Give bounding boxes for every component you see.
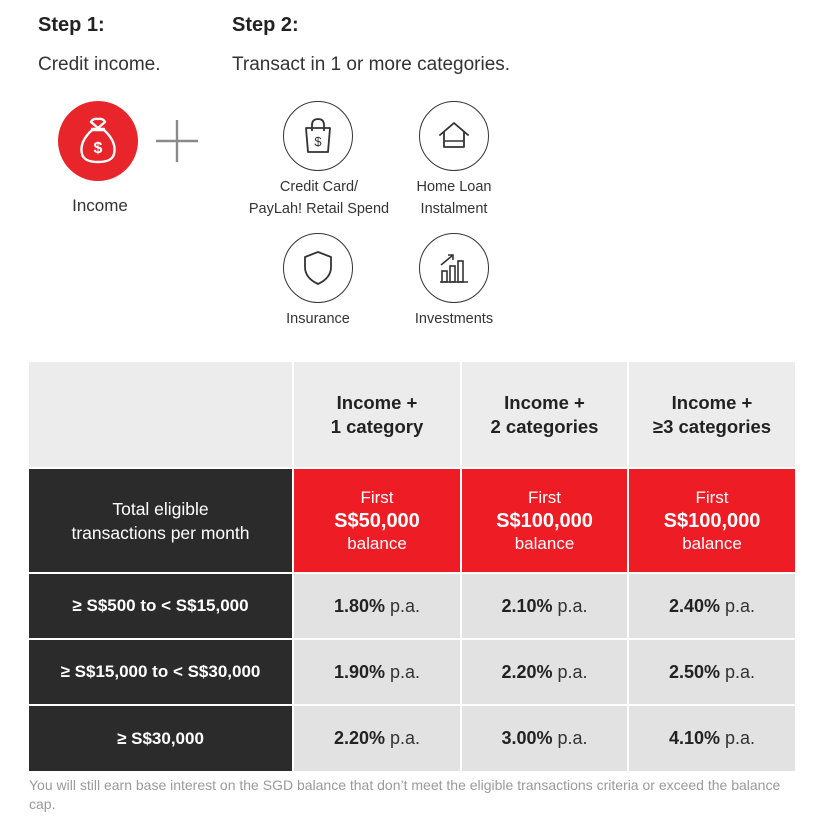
rate-cell xyxy=(294,574,460,638)
column-header-line: Income + xyxy=(336,391,418,413)
step-2-subtitle: Transact in 1 or more categories. xyxy=(232,54,511,75)
rate-percent: 2.50% xyxy=(668,661,720,682)
cap-bottom-text: balance xyxy=(347,533,407,553)
cap-amount: S$100,000 xyxy=(496,509,593,532)
house-icon xyxy=(437,121,471,151)
income-label: Income xyxy=(72,196,128,215)
rate-suffix: p.a. xyxy=(725,728,756,748)
table-corner-cell xyxy=(29,362,292,467)
svg-text:$: $ xyxy=(314,134,322,149)
category-label-credit-card xyxy=(236,176,402,220)
rate-cell xyxy=(629,640,795,704)
plus-icon xyxy=(154,118,200,164)
rate-cell xyxy=(462,574,627,638)
column-header-line: Income + xyxy=(671,391,753,413)
tier-row-label xyxy=(29,640,292,704)
rate-suffix: p.a. xyxy=(725,661,756,682)
home-loan-category-circle xyxy=(419,101,489,171)
rate-percent: 2.20% xyxy=(333,728,385,748)
rate-percent: 4.10% xyxy=(668,728,720,748)
money-bag-icon xyxy=(75,116,121,166)
cap-amount: S$50,000 xyxy=(334,509,420,532)
category-label-home-loan xyxy=(394,176,514,220)
rate-percent: 3.00% xyxy=(501,728,553,748)
cap-top-text: First xyxy=(360,487,394,507)
step-1-title: Step 1: xyxy=(38,14,105,36)
step-2-title: Step 2: xyxy=(232,14,299,36)
rate-cell xyxy=(294,706,460,771)
growth-chart-icon xyxy=(437,251,471,285)
rate-value xyxy=(334,662,420,683)
cap-top-text: First xyxy=(527,487,562,507)
column-header-3 xyxy=(629,362,795,467)
row-header-eligible-transactions xyxy=(29,469,292,572)
balance-cap-cell-1 xyxy=(294,469,460,572)
rate-percent: 2.20% xyxy=(501,661,553,682)
category-label-investments: Investments xyxy=(414,311,494,327)
cap-bottom-text: balance xyxy=(514,533,575,553)
rate-value xyxy=(501,728,587,749)
rate-suffix: p.a. xyxy=(557,595,588,616)
column-header-1 xyxy=(294,362,460,467)
rate-percent: 1.80% xyxy=(333,595,385,616)
rate-cell xyxy=(629,574,795,638)
column-header-line: ≥3 categories xyxy=(652,415,772,437)
cap-bottom-text: balance xyxy=(682,533,742,553)
tier-label-text: ≥ S$30,000 xyxy=(117,728,204,748)
rate-cell xyxy=(462,706,627,771)
footnote: You will still earn base interest on the SGD balance that don’t meet the eligible transactions criteria or exceed the balance cap. xyxy=(29,777,781,812)
insurance-category-circle xyxy=(283,233,353,303)
step-1-subtitle: Credit income. xyxy=(38,54,161,75)
rate-value xyxy=(501,662,587,683)
row-header-line: Total eligible xyxy=(112,498,209,519)
category-label-line: Instalment xyxy=(420,201,488,217)
shopping-bag-icon xyxy=(301,117,335,155)
cap-top-text: First xyxy=(695,487,729,507)
rate-value xyxy=(669,596,755,617)
rate-suffix: p.a. xyxy=(725,595,756,616)
rate-percent: 1.90% xyxy=(333,661,385,682)
category-label-line: Home Loan xyxy=(416,179,492,195)
rate-percent: 2.40% xyxy=(668,595,720,616)
rate-suffix: p.a. xyxy=(557,728,588,748)
column-header-line: Income + xyxy=(504,391,585,413)
rate-value xyxy=(334,596,420,617)
balance-cap-cell-2 xyxy=(462,469,627,572)
rate-suffix: p.a. xyxy=(390,661,421,682)
rate-cell xyxy=(462,640,627,704)
column-header-2 xyxy=(462,362,627,467)
column-header-line: 1 category xyxy=(330,415,424,437)
category-label-insurance: Insurance xyxy=(286,311,350,327)
column-header-line: 2 categories xyxy=(490,415,599,437)
category-label-line: Credit Card/ xyxy=(279,179,359,195)
tier-label-text: ≥ S$15,000 to < S$30,000 xyxy=(60,662,261,681)
svg-text:$: $ xyxy=(93,140,103,157)
rate-value xyxy=(334,728,420,749)
investments-category-circle xyxy=(419,233,489,303)
cap-amount: S$100,000 xyxy=(663,509,761,532)
interest-rate-table xyxy=(29,362,795,771)
rate-value xyxy=(669,728,755,749)
rate-suffix: p.a. xyxy=(390,728,421,748)
shield-icon xyxy=(302,250,334,286)
tier-row-label xyxy=(29,706,292,771)
rate-suffix: p.a. xyxy=(557,661,588,682)
credit-card-category-circle xyxy=(283,101,353,171)
tier-label-text: ≥ S$500 to < S$15,000 xyxy=(72,596,249,615)
rate-value xyxy=(501,596,587,617)
category-label-line: PayLah! Retail Spend xyxy=(248,201,390,217)
income-icon-circle xyxy=(58,101,138,181)
rate-cell xyxy=(294,640,460,704)
tier-row-label xyxy=(29,574,292,638)
rate-percent: 2.10% xyxy=(501,595,553,616)
rate-value xyxy=(669,662,755,683)
rate-cell xyxy=(629,706,795,771)
balance-cap-cell-3 xyxy=(629,469,795,572)
rate-suffix: p.a. xyxy=(390,595,421,616)
row-header-line: transactions per month xyxy=(71,522,250,543)
